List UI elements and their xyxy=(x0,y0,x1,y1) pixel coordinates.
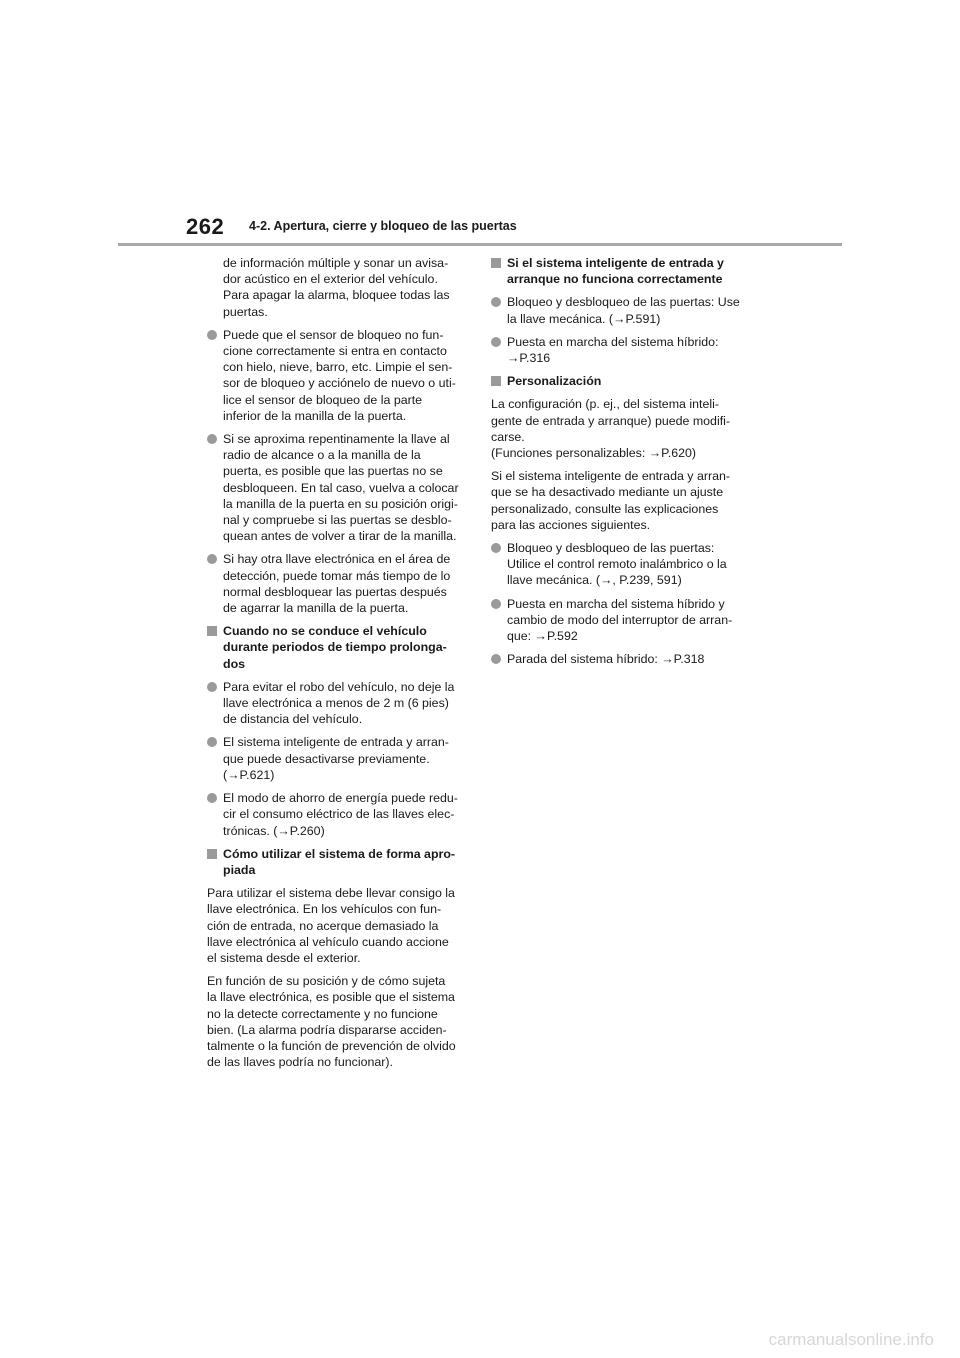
left-column xyxy=(207,255,469,1077)
text-line: que se ha desactivado mediante un ajuste xyxy=(491,485,724,500)
text-line: de las llaves podría no funcionar). xyxy=(207,1055,393,1070)
text-line: puertas. xyxy=(223,304,268,319)
text-line: llave electrónica a menos de 2 m (6 pies) xyxy=(223,696,449,711)
heading-square-icon xyxy=(207,849,217,859)
text-line: Si el sistema inteligente de entrada y arran- xyxy=(491,469,730,484)
bullet-item xyxy=(491,334,753,366)
text-line: piada xyxy=(223,862,256,877)
paragraph xyxy=(207,973,469,1070)
text-line: talmente o la función de prevención de olvido xyxy=(207,1038,456,1053)
text-line: cione correctamente si entra en contacto xyxy=(223,344,447,359)
text-line: Cómo utilizar el sistema de forma apro- xyxy=(223,846,456,861)
text-line: trónicas. (→P.260) xyxy=(223,823,325,838)
bullet-circle-icon xyxy=(491,654,501,664)
paragraph xyxy=(491,468,753,533)
text-line: Puede que el sensor de bloqueo no fun- xyxy=(223,327,444,342)
text-line: sor de bloqueo y acciónelo de nuevo o uti- xyxy=(223,376,456,391)
bullet-circle-icon xyxy=(207,554,217,564)
heading-square-icon xyxy=(491,258,501,268)
right-column xyxy=(491,255,753,674)
text-line: desbloqueen. En tal caso, vuelva a colocar xyxy=(223,480,459,495)
text-line: nal y compruebe si las puertas se desblo- xyxy=(223,513,452,528)
bullet-item xyxy=(491,294,753,326)
text-line: Parada del sistema híbrido: →P.318 xyxy=(507,652,705,667)
bullet-circle-icon xyxy=(491,599,501,609)
bullet-item xyxy=(491,651,753,667)
text-line: llave electrónica. En los vehículos con fun- xyxy=(207,902,442,917)
bullet-circle-icon xyxy=(207,737,217,747)
text-line: el sistema desde el exterior. xyxy=(207,950,361,965)
text-line: personalizado, consulte las explicaciones xyxy=(491,501,719,516)
bullet-circle-icon xyxy=(207,682,217,692)
text-line: la llave mecánica. (→P.591) xyxy=(507,311,661,326)
bullet-item xyxy=(491,540,753,589)
bullet-item xyxy=(207,327,469,424)
page-number: 262 xyxy=(186,214,225,239)
text-line: El modo de ahorro de energía puede redu- xyxy=(223,791,458,806)
text-line: arranque no funciona correctamente xyxy=(507,272,723,287)
text-line: que puede desactivarse previamente. xyxy=(223,751,430,766)
text-line: llave mecánica. (→, P.239, 591) xyxy=(507,573,682,588)
text-line: bien. (La alarma podría dispararse acciden- xyxy=(207,1022,447,1037)
text-line: llave electrónica al vehículo cuando accione xyxy=(207,934,449,949)
bullet-item xyxy=(207,734,469,783)
bullet-item xyxy=(207,551,469,616)
text-line: de agarrar la manilla de la puerta. xyxy=(223,601,409,616)
text-line: no la detecte correctamente y no funcione xyxy=(207,1006,438,1021)
text-line: detección, puede tomar más tiempo de lo xyxy=(223,568,451,583)
text-line: Para evitar el robo del vehículo, no deje la xyxy=(223,679,455,694)
bullet-circle-icon xyxy=(491,543,501,553)
header-divider xyxy=(118,243,842,246)
bullet-circle-icon xyxy=(207,793,217,803)
text-line: de información múltiple y sonar un avisa- xyxy=(223,256,449,270)
text-line: cir el consumo eléctrico de las llaves elec- xyxy=(223,807,455,822)
text-line: Si el sistema inteligente de entrada y xyxy=(507,256,724,270)
footer-watermark: carmanualsonline.info xyxy=(768,1330,934,1349)
text-line: Bloqueo y desbloqueo de las puertas: Use xyxy=(507,295,740,310)
paragraph xyxy=(207,255,469,320)
bullet-circle-icon xyxy=(491,297,501,307)
text-line: la llave electrónica, es posible que el sistema xyxy=(207,990,455,1005)
text-line: inferior de la manilla de la puerta. xyxy=(223,408,407,423)
bullet-item xyxy=(207,431,469,544)
text-line: durante periodos de tiempo prolonga- xyxy=(223,640,447,655)
bullet-circle-icon xyxy=(491,337,501,347)
section-heading xyxy=(491,373,753,389)
text-line: con hielo, nieve, barro, etc. Limpie el sen- xyxy=(223,360,453,375)
text-line: normal desbloquear las puertas después xyxy=(223,584,447,599)
text-line: ción de entrada, no acerque demasiado la xyxy=(207,918,439,933)
text-line: La configuración (p. ej., del sistema inteli- xyxy=(491,397,719,412)
text-line: Utilice el control remoto inalámbrico o la xyxy=(507,557,727,572)
section-heading xyxy=(207,846,469,878)
text-line: cambio de modo del interruptor de arran- xyxy=(507,612,733,627)
text-line: gente de entrada y arranque) puede modifi- xyxy=(491,413,731,428)
text-line: Para apagar la alarma, bloquee todas las xyxy=(223,288,450,303)
heading-square-icon xyxy=(207,626,217,636)
text-line: (→P.621) xyxy=(223,767,275,782)
text-line: dor acústico en el exterior del vehículo. xyxy=(223,272,438,287)
bullet-item xyxy=(491,596,753,645)
section-heading xyxy=(491,255,753,287)
heading-square-icon xyxy=(491,376,501,386)
text-line: Si se aproxima repentinamente la llave al xyxy=(223,432,450,447)
text-line: quean antes de volver a tirar de la manilla. xyxy=(223,529,457,544)
text-line: En función de su posición y de cómo sujeta xyxy=(207,974,446,989)
bullet-circle-icon xyxy=(207,434,217,444)
paragraph xyxy=(207,885,469,966)
text-line: puerta, es posible que las puertas no se xyxy=(223,464,443,479)
text-line: la manilla de la puerta en su posición origi- xyxy=(223,496,458,511)
bullet-item xyxy=(207,790,469,839)
text-line: Bloqueo y desbloqueo de las puertas: xyxy=(507,541,715,556)
text-line: Para utilizar el sistema debe llevar consigo la xyxy=(207,886,455,901)
text-line: El sistema inteligente de entrada y arran- xyxy=(223,735,449,750)
text-line: carse. xyxy=(491,429,525,444)
text-line: dos xyxy=(223,656,246,671)
text-line: que: →P.592 xyxy=(507,629,578,644)
text-line: de distancia del vehículo. xyxy=(223,712,363,727)
section-heading xyxy=(207,623,469,672)
text-line: para las acciones siguientes. xyxy=(491,517,651,532)
text-line: Si hay otra llave electrónica en el área de xyxy=(223,552,451,567)
text-line: (Funciones personalizables: →P.620) xyxy=(491,446,697,461)
text-line: →P.316 xyxy=(507,351,551,366)
bullet-circle-icon xyxy=(207,330,217,340)
text-line: lice el sensor de bloqueo de la parte xyxy=(223,392,423,407)
text-line: radio de alcance o a la manilla de la xyxy=(223,448,421,463)
section-title: 4-2. Apertura, cierre y bloqueo de las puertas xyxy=(249,219,517,233)
text-line: Cuando no se conduce el vehículo xyxy=(223,624,427,639)
text-line: Puesta en marcha del sistema híbrido: xyxy=(507,334,719,349)
text-line: Personalización xyxy=(507,374,602,389)
paragraph xyxy=(491,396,753,461)
text-line: Puesta en marcha del sistema híbrido y xyxy=(507,596,725,611)
bullet-item xyxy=(207,679,469,728)
